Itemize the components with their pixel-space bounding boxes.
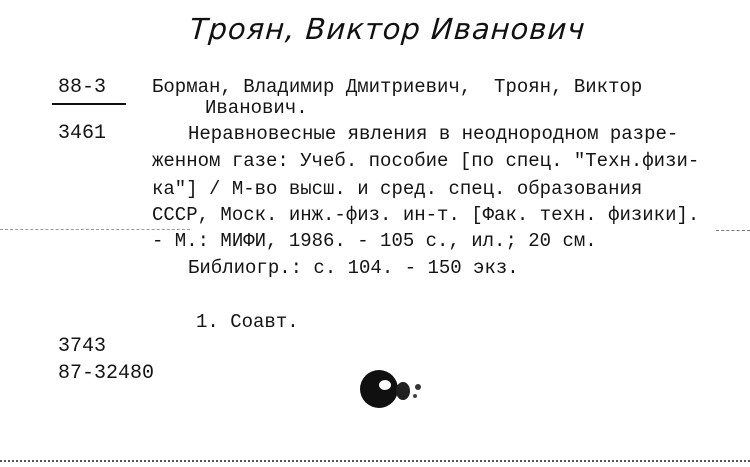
authors-line: Борман, Владимир Дмитриевич, Троян, Виктор (152, 76, 643, 98)
card-bottom-edge (0, 460, 750, 462)
ink-stamp-mark (355, 365, 435, 415)
authors-line-cont: Иванович. (205, 97, 308, 119)
bibliography-line: Библиогр.: с. 104. - 150 экз. (188, 257, 519, 279)
title-line-3: ка"] / М-во высш. и сред. спец. образования (152, 178, 643, 200)
publication-line: - М.: МИФИ, 1986. - 105 с., ил.; 20 см. (152, 230, 597, 252)
card-number-b: 87-32480 (58, 362, 155, 385)
card-heading-author: Троян, Виктор Иванович (188, 12, 587, 46)
tracing-line: 1. Соавт. (196, 311, 299, 333)
fold-line-right (716, 230, 750, 231)
title-line-1: Неравновесные явления в неоднородном разре- (188, 123, 679, 145)
call-number-second: 3461 (58, 122, 107, 145)
fold-line-left (0, 229, 190, 230)
call-number-rule (52, 103, 126, 105)
call-number-top: 88-3 (58, 76, 107, 99)
card-number-a: 3743 (58, 335, 107, 358)
title-line-4: СССР, Моск. инж.-физ. ин-т. [Фак. техн. физики]. (152, 204, 700, 226)
title-line-2: женном газе: Учеб. пособие [по спец. "Техн.физи- (152, 150, 700, 172)
